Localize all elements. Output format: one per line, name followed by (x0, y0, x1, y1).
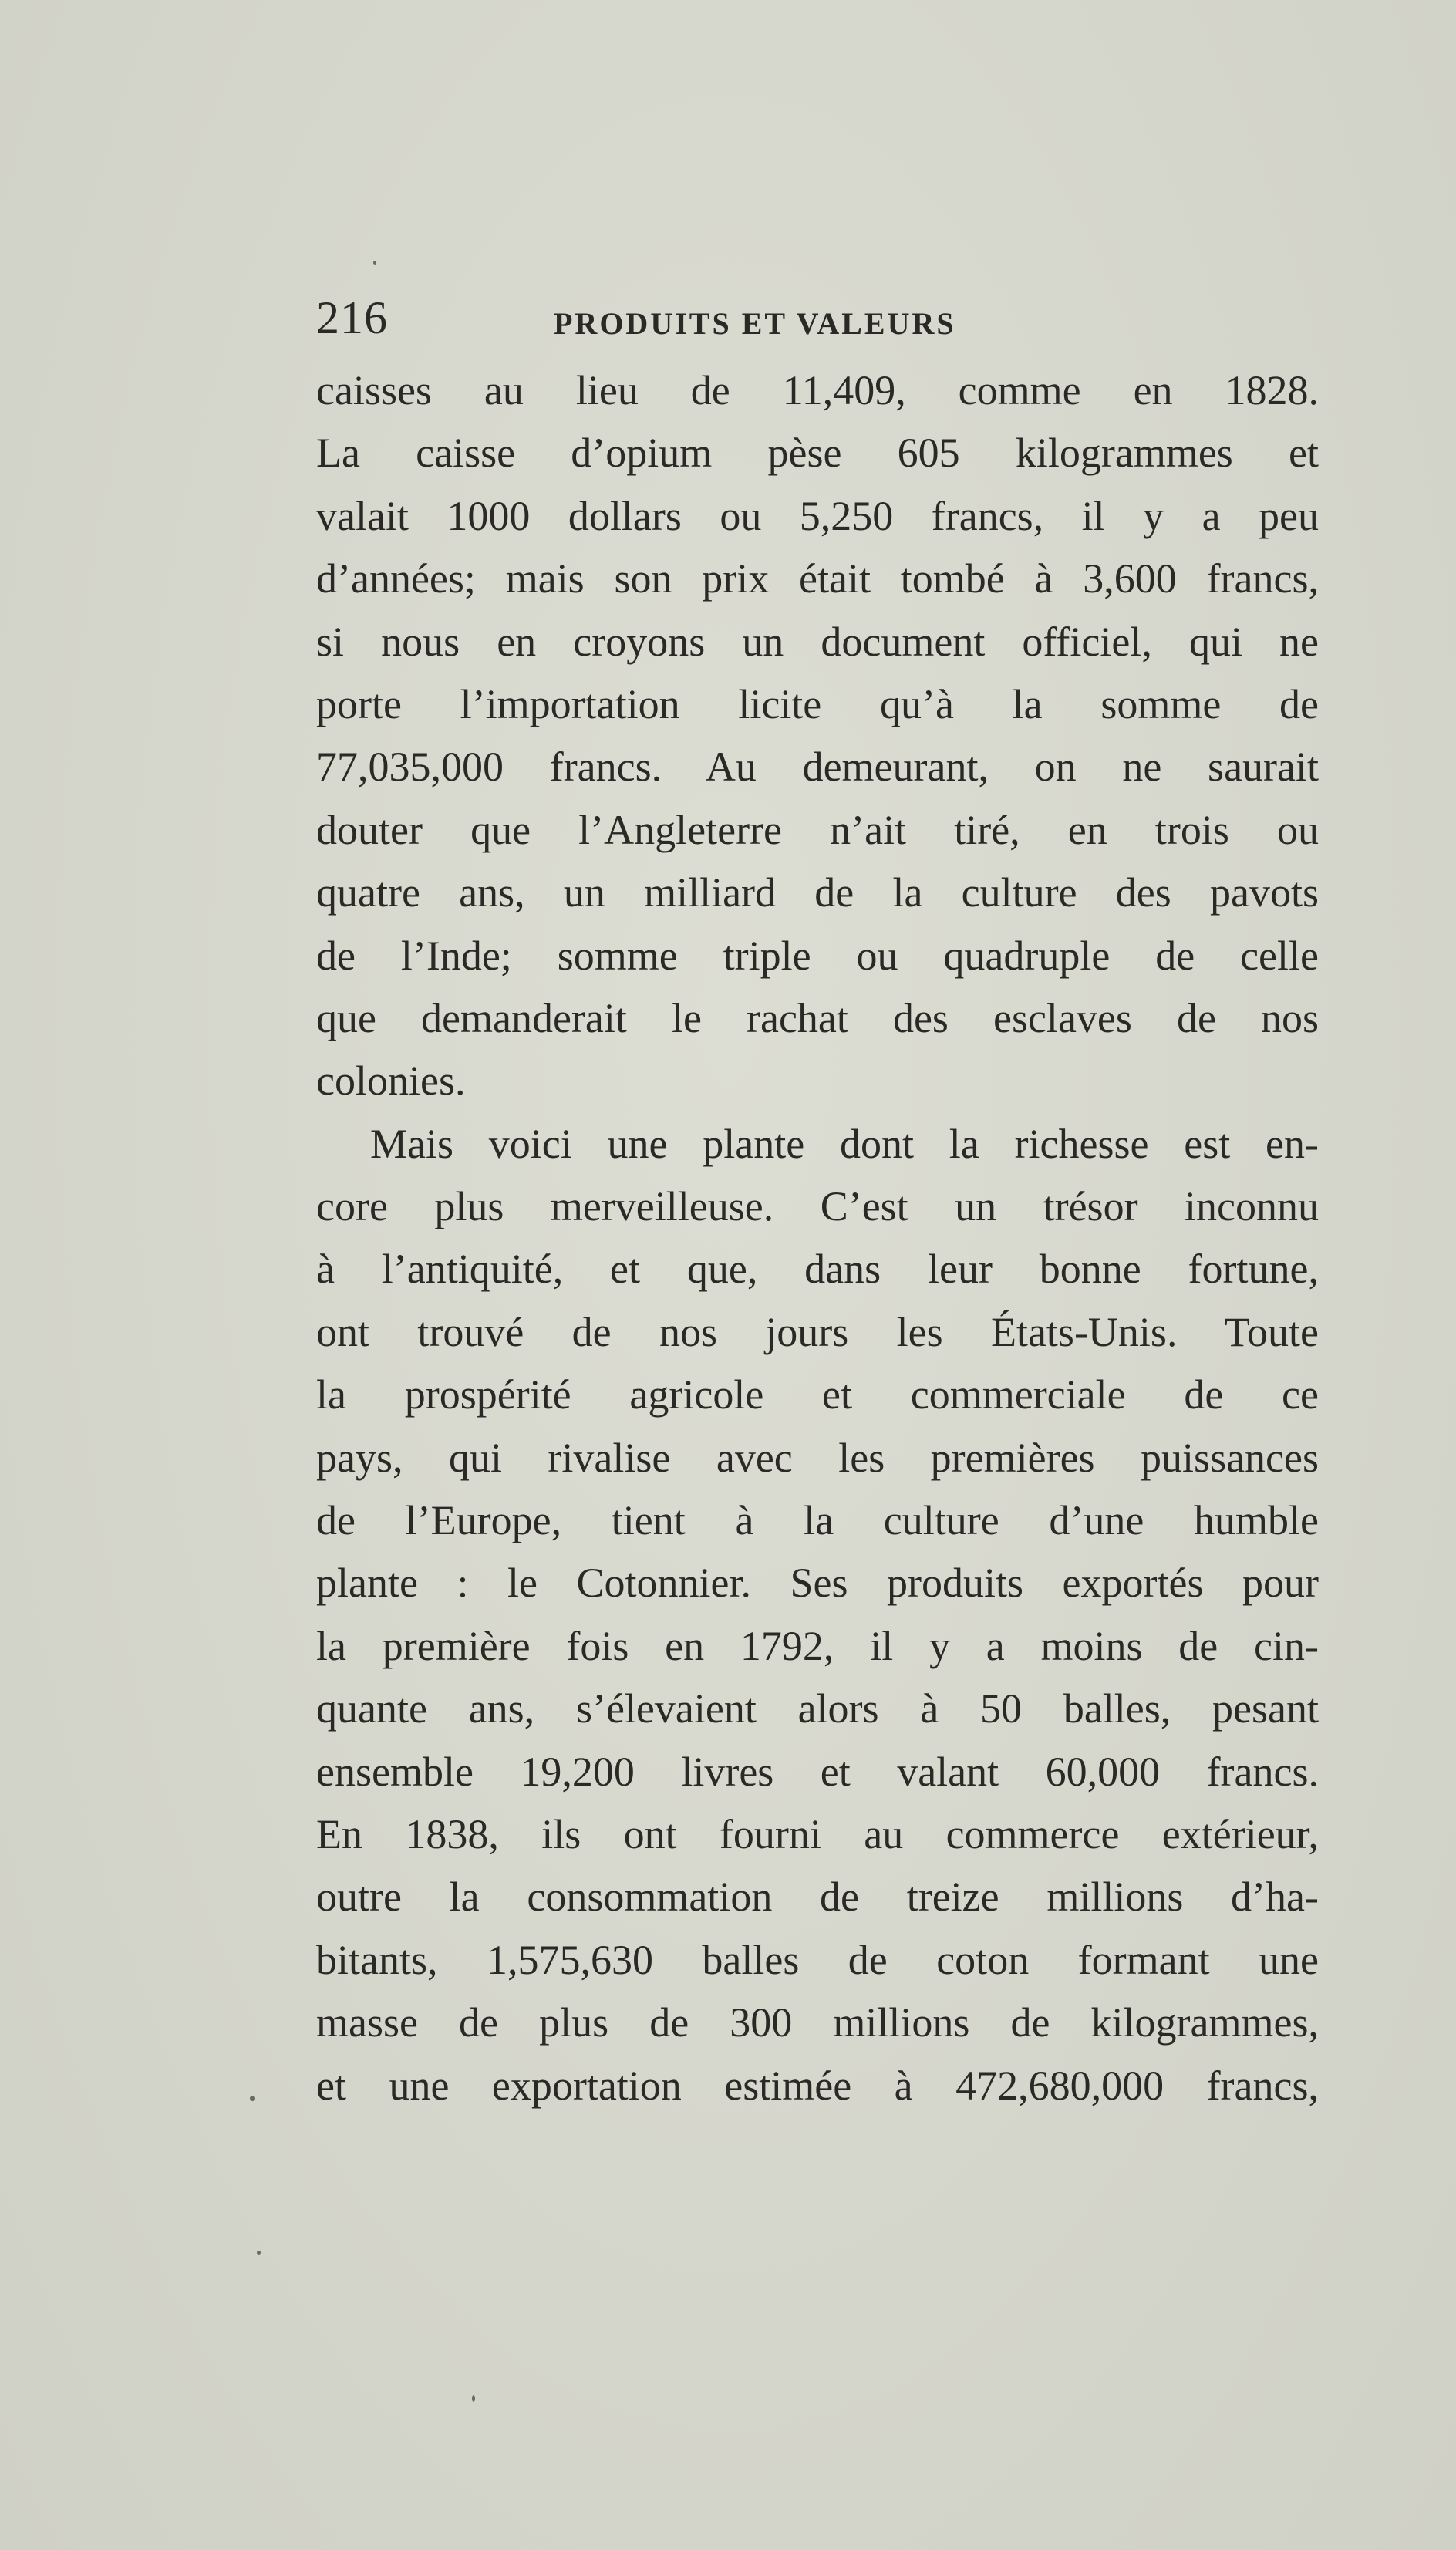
text-line: quante ans, s’élevaient alors à 50 balles, pesant (316, 1685, 1319, 1732)
text-line: ont trouvé de nos jours les États-Unis. Toute (316, 1308, 1319, 1355)
text-line: douter que l’Angleterre n’ait tiré, en trois ou (316, 806, 1319, 853)
text-line: la première fois en 1792, il y a moins de cin- (316, 1622, 1319, 1669)
page-header (316, 287, 1319, 349)
text-line: quatre ans, un milliard de la culture des pavots (316, 869, 1319, 916)
text-line: plante : le Cotonnier. Ses produits exportés pour (316, 1560, 1319, 1607)
text-line: porte l’importation licite qu’à la somme de (316, 680, 1319, 727)
body-text (316, 359, 1319, 2117)
text-line: si nous en croyons un document officiel, qui ne (316, 618, 1319, 665)
text-line: En 1838, ils ont fourni au commerce extérieur, (316, 1810, 1319, 1857)
text-line: la prospérité agricole et commerciale de ce (316, 1371, 1319, 1418)
running-title: PRODUITS ET VALEURS (554, 306, 956, 341)
paragraph (316, 1113, 1319, 2117)
text-line: d’années; mais son prix était tombé à 3,600 francs, (316, 555, 1319, 602)
text-line: valait 1000 dollars ou 5,250 francs, il y a peu (316, 492, 1319, 539)
text-line: outre la consommation de treize millions d’ha- (316, 1874, 1319, 1921)
page-number: 216 (316, 292, 388, 343)
paragraph (316, 359, 1319, 1113)
text-line: Mais voici une plante dont la richesse est en- (370, 1120, 1319, 1167)
paper-speck (472, 2395, 475, 2402)
text-line: que demanderait le rachat des esclaves de nos (316, 994, 1319, 1041)
text-line: 77,035,000 francs. Au demeurant, on ne saurait (316, 744, 1319, 791)
text-line: de l’Inde; somme triple ou quadruple de celle (316, 932, 1319, 979)
text-line: à l’antiquité, et que, dans leur bonne fortune, (316, 1246, 1319, 1293)
text-line: La caisse d’opium pèse 605 kilogrammes et (316, 430, 1319, 477)
text-line: pays, qui rivalise avec les premières puissances (316, 1434, 1319, 1481)
text-line: caisses au lieu de 11,409, comme en 1828. (316, 367, 1319, 413)
text-line: masse de plus de 300 millions de kilogrammes, (316, 1999, 1319, 2046)
text-line: et une exportation estimée à 472,680,000 francs, (316, 2062, 1319, 2109)
paper-speck (373, 261, 376, 265)
paper-speck (250, 2096, 255, 2101)
text-line: de l’Europe, tient à la culture d’une humble (316, 1497, 1319, 1544)
text-line: ensemble 19,200 livres et valant 60,000 francs. (316, 1748, 1319, 1795)
text-line: core plus merveilleuse. C’est un trésor inconnu (316, 1183, 1319, 1230)
text-line: bitants, 1,575,630 balles de coton formant une (316, 1936, 1319, 1983)
text-line: colonies. (316, 1057, 466, 1105)
paper-speck (257, 2251, 261, 2255)
